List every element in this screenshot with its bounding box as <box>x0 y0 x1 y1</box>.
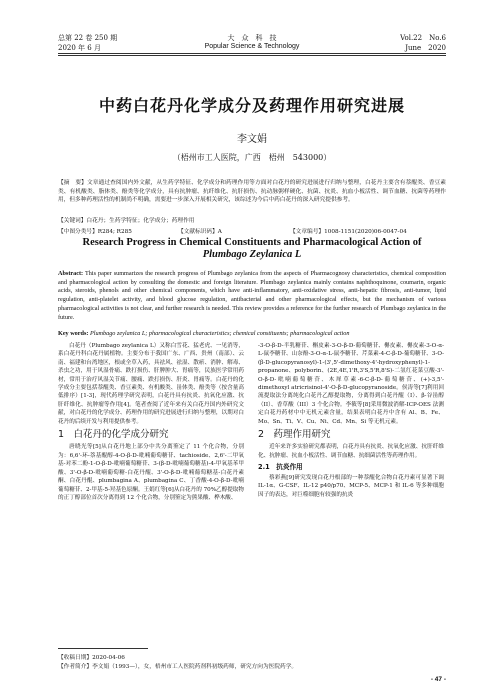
article-title-en <box>58 237 446 261</box>
body-left-column <box>58 342 244 503</box>
article-title-en-latin: Plumbago Zeylanica L <box>202 249 302 260</box>
abstract-en <box>58 270 446 322</box>
abstract-en-label: Abstract: <box>58 270 84 277</box>
keywords-en <box>58 330 446 337</box>
volume-issue: 总第 22 卷 250 期 <box>58 34 118 42</box>
intro-paragraph: 白花丹（Plumbago zeylanica L）又称白雪花、猛老虎、一见消等，系白花丹科白花丹属植物。主要分布于我国广东、广西、贵州（南部）、云南、福建和台湾地区，根或全草入药，具祛风、祛湿、散瘀、消肿、解毒、杀虫之功，用于风湿骨痛、跌打损伤、肝脾肿大、胃痛等，民族医学常用药材，常用于治疗风湿关节痛、腰痛、跌打损伤、肝炎、胃痛等。白花丹的化学成分主要包括萘醌类、香豆素类、有机酸类、甾体类、酚类等（按含量高低排序）[1-3]，现代药理学研究表明，白花丹具有抗炎、抗氧化应激、抗肝纤维化、抗肿瘤等作用[4]。笔者查阅了近年来有关白花丹国内外研究文献，对白花丹的化学成分、药理作用的研究进展进行归纳与整理，以期对白花丹的后续开发与利用提供参考。 <box>58 343 244 425</box>
publish-date-cn: 2020 年 6 月 <box>58 44 101 52</box>
abstract-en-text: This paper summarizes the research progress of Plumbago zeylanica from the aspects of Pharmacognosy characteristics, chemical composition and pharmacological action by consulting the domestic and foreign literature. Plumbago zeylanica mainly contains naphthoquinone, coumarin, organic acids, steroids, phenols and other chemical components, which have anti-inflammatory, anti-oxidative stress, anti-hepatic fibrosis, anti-tumor, lipid regulation, anti-platelet activity, and blood glucose regulation, antibacterial and other pharmacological effects, but the mechanism of various pharmacological activities is not clear, and further research is needed. This review provides a reference for the further research of Plumbago zeylanica in the future. <box>58 270 446 321</box>
page-number: - 47 - <box>430 676 446 683</box>
author-affiliation: （梧州市工人医院，广西 梧州 543000） <box>172 153 332 162</box>
publish-date-en: June 2020 <box>405 44 446 52</box>
keywords-en-text: Plumbago zeylanica L; pharmacological characteristics; chemical constituents; pharmacological action <box>88 330 350 337</box>
section-heading-2: 2 药理作用研究 <box>258 429 331 441</box>
section-2-paragraph: 近年来许多实验研究都表明，白花丹具有抗炎、抗氧化应激、抗肝纤维化、抗肿瘤、抗血小板活性、调节血糖、抗细菌活性等药理作用。 <box>258 444 444 459</box>
article-title-en-main: Research Progress in Chemical Constituents and Pharmacological Action of <box>82 237 422 248</box>
subsection-2-1-paragraph: 蔡彩燕[9]研究发现白花丹根部的一种萘醌化合物白花丹素可显著下调 IL-1α、G-CSF、IL-12 p40/p70、MCP-5、MCP-1 和 IL-6 等多种细胞因子的表达，对巨噬细胞有较强的抗炎 <box>258 474 444 498</box>
footnote-rule <box>58 648 148 649</box>
journal-name-cn: 大 众 科 技 <box>227 34 277 42</box>
continued-paragraph: -3-O-β-D-半乳糖苷、槲皮素-3-O-β-D-葡萄糖苷、槲皮素、槲皮素-3-O-α-L-鼠李糖苷、山奈酚-3-O-α-L-鼠李糖苷、芹菜素-4-C-β-D-葡萄糖苷、3-O-(β-D-glucopyranosyl)-1-(3',5'-dimethoxy-4'-hydroxyphenyl)-1-propanone、polyborin、(2E,4E,1'R,3'S,5'R,8'S)-二氢红花菜豆酸-3'-O-β-D-吡喃葡萄糖苷、木犀草素-6-C-β-D-葡萄糖苷、(+)-3,5'-dimethoxyl atricrisinol-4'-O-β-D-glucopyranoside。侯涛等[7]利用回流提取法分离纯化白花丹乙醇提取物，分离得到白花丹醌（I）、β-谷甾醇（II）、香草酸（III）3 个化合物。李筱等[8]采用微波消解-ICP-OES 法测定白花丹药材中中无机元素含量，结果表明白花丹中含有 Al、B、Fe、Mo、Sn、Ti、V、Cu、Ni、Cd、Mn、Si 等无机元素。 <box>258 343 444 425</box>
volume-number: Vol.22 No.6 <box>400 34 446 42</box>
header-rule-second <box>58 55 446 56</box>
keywords-cn: 【关键词】白花丹；生药学特征；化学成分；药理作用 <box>58 218 195 224</box>
subsection-heading-2-1: 2.1 抗炎作用 <box>258 463 303 472</box>
received-date: 【收稿日期】2020-04-06 <box>58 655 125 661</box>
document-code: 【文献标识码】A <box>178 229 222 235</box>
keywords-en-label: Key words: <box>58 330 89 337</box>
author-bio: 【作者简介】李文娟（1993—），女，梧州市工人医院药剂科初级药师，研究方向为医院药学。 <box>58 664 298 670</box>
journal-name-en: Popular Science & Technology <box>204 43 300 50</box>
clc-number: 【中图分类号】R284; R285 <box>58 229 132 235</box>
author-name: 李文娟 <box>237 134 267 145</box>
header-rule <box>58 53 446 54</box>
section-1-paragraph: 唐晓光等[5]从白花丹地上部分中共分离鉴定了 11 个化合物，分别为：6,6'-环-萘基醌醇-4-O-β-D-吡喃葡萄糖苷、tachioside、2,6'-二甲氧基-对苯二酚-1-O-β-D-吡喃葡萄糖苷、3-(β-D-吡喃葡萄糖基)-4-甲氧基苯甲酸、3'-O-β-D-吡喃葡萄糖-白花丹醌、3'-O-β-D-吡喃葡萄糖基-白花丹素酮、白花丹醌、plumbagina A、plumbagina C、丁香酸-4-O-β-D-吡喃葡萄糖苷、2-甲基-5-羟基色原酮。王娟红等[6]从白花丹的 70%乙醇提取物的正丁醇部位首次分离得到 12 个化合物，分别鉴定为熊果酸、桦木酸、 <box>58 444 244 501</box>
article-number: 【文章编号】1008-1151(2020)06-0047-04 <box>290 229 407 235</box>
abstract-cn: 【摘 要】文章通过查阅国内外文献，从生药学特征、化学成分和药理作用等方面对白花丹的研究进展进行归纳与整理，白花丹主要含有萘醌类、香豆素类、有机酸类、脂体类、酚类等化学成分，具有抗肿瘤、抗纤维化、抗肝损伤、抗动脉粥样硬化、抗菌、抗炎、抗血小板活性、调节血糖、抗菌等药理作用，但多种药理活性的机制尚不明确，需要进一步深入开展相关研究，该综述为今后中药白花丹的深入研究提供参考。 <box>58 180 446 204</box>
body-right-column <box>258 342 444 500</box>
section-heading-1: 1 白花丹的化学成分研究 <box>58 429 169 441</box>
article-title-cn: 中药白花丹化学成分及药理作用研究进展 <box>98 96 405 115</box>
